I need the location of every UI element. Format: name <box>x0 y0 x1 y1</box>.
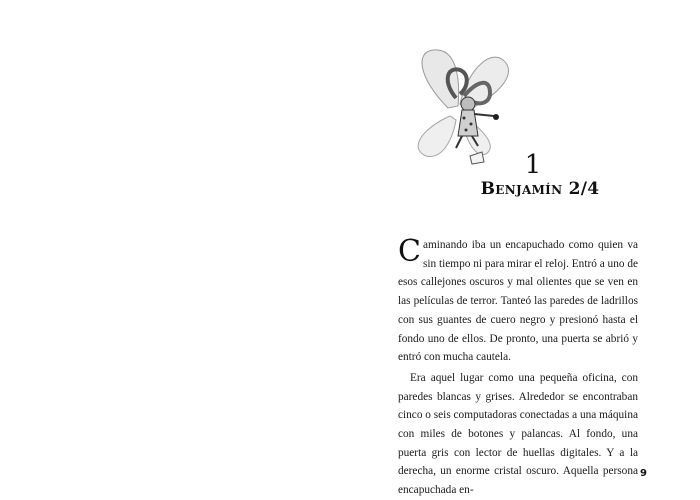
drop-cap: C <box>398 234 421 269</box>
chapter-title: Benjamín 2/4 <box>480 179 600 199</box>
fairy-illustration <box>398 38 528 168</box>
chapter-body <box>398 236 638 500</box>
paragraph-1 <box>398 236 638 367</box>
page-number: 9 <box>640 468 647 479</box>
chapter-number: 1 <box>524 150 542 180</box>
paragraph-2: Era aquel lugar como una pequeña oficina, con paredes blancas y grises. Alrededor se encontraban cinco o seis computadoras conectadas a una máquina con miles de botones y palancas. Al fondo, una puerta gris con lector de huellas digitales. Y a la derecha, un enorme cristal oscuro. Aquella persona encapuchada en- <box>398 371 638 497</box>
paragraph-1-text: aminando iba un encapuchado como quien va sin tiempo ni para mirar el reloj. Entró a uno de esos callejones oscuros y mal olientes que se ven en las películas de terror. Tanteó las paredes de ladrillos con sus guantes de cuero negro y presionó hasta el fondo uno de ellos. De pronto, una puerta se abrió y entró con mucha cautela. <box>398 239 638 364</box>
